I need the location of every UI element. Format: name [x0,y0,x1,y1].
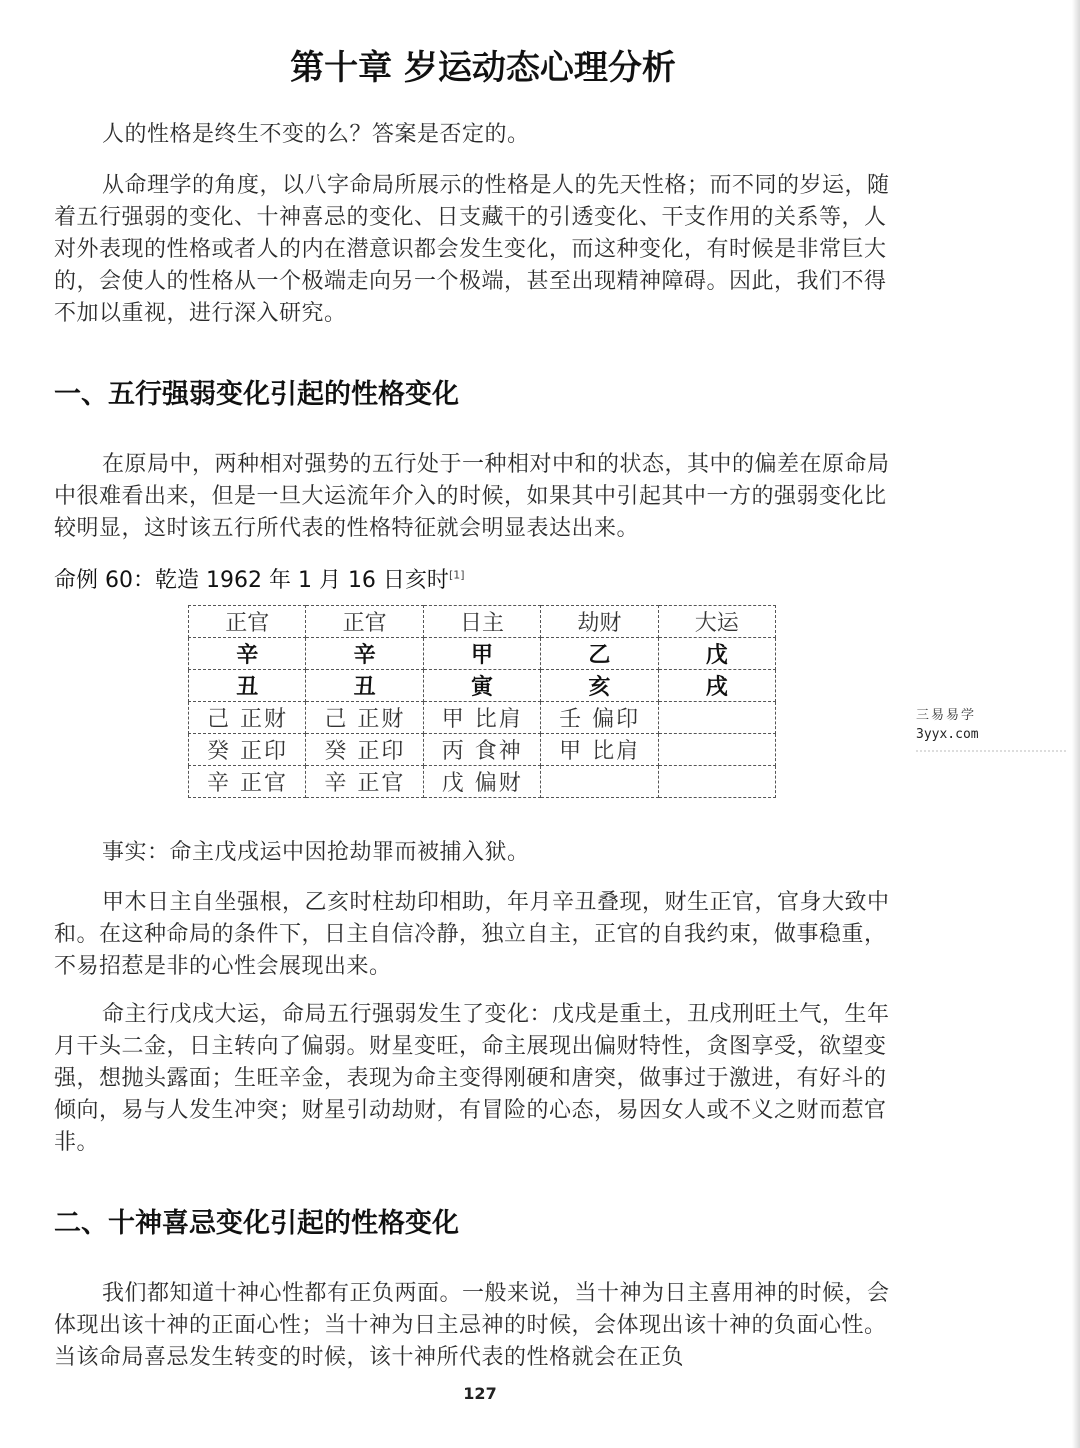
bazi-chart-table [188,605,776,798]
heavenly-stem-row [189,638,776,670]
table-cell: 癸 正印 [189,734,306,766]
section-2-title: 二、十神喜忌变化引起的性格变化 [54,1208,459,1239]
example-label [54,563,465,594]
table-cell: 甲 比肩 [541,734,658,766]
section-1-title: 一、五行强弱变化引起的性格变化 [54,379,459,410]
watermark-divider [916,750,1066,752]
table-cell: 辛 正官 [306,766,423,798]
intro-paragraph-1: 人的性格是终生不变的么？答案是否定的。 [102,122,530,147]
hidden-stem-row [189,766,776,798]
table-cell [541,766,658,798]
table-cell: 亥 [541,670,658,702]
ten-god-header-row [189,606,776,638]
table-cell: 日主 [423,606,540,638]
table-cell [658,766,775,798]
table-cell: 正官 [189,606,306,638]
section-1-paragraph-2: 甲木日主自坐强根，乙亥时柱劫印相助，年月辛丑叠现，财生正官，官身大致中和。在这种命局的条件下，日主自信冷静，独立自主，正官的自我约束，做事稳重，不易招惹是非的心性会展现出来。 [54,890,890,979]
section-2-paragraph-1: 我们都知道十神心性都有正负两面。一般来说，当十神为日主喜用神的时候，会体现出该十神的正面心性；当十神为日主忌神的时候，会体现出该十神的负面心性。当该命局喜忌发生转变的时候，该十神所代表的性格就会在正负 [54,1281,890,1370]
table-cell: 己 正财 [306,702,423,734]
table-cell [658,734,775,766]
hidden-stem-row [189,734,776,766]
table-cell: 丙 食神 [423,734,540,766]
table-cell: 辛 正官 [189,766,306,798]
table-cell: 戌 [658,670,775,702]
table-cell: 己 正财 [189,702,306,734]
table-cell: 戊 偏财 [423,766,540,798]
table-cell: 丑 [189,670,306,702]
table-cell: 甲 [423,638,540,670]
table-cell [658,702,775,734]
section-1-paragraph-1: 在原局中，两种相对强势的五行处于一种相对中和的状态，其中的偏差在原命局中很难看出来，但是一旦大运流年介入的时候，如果其中引起其中一方的强弱变化比较明显，这时该五行所代表的性格特征就会明显表达出来。 [54,452,890,541]
table-cell: 劫财 [541,606,658,638]
table-cell: 乙 [541,638,658,670]
table-cell: 甲 比肩 [423,702,540,734]
chapter-title: 第十章 岁运动态心理分析 [290,48,676,88]
table-cell: 戊 [658,638,775,670]
table-cell: 寅 [423,670,540,702]
table-cell: 辛 [189,638,306,670]
watermark-url: 3yyx.com [916,727,979,742]
table-cell: 丑 [306,670,423,702]
table-cell: 辛 [306,638,423,670]
hidden-stem-row [189,702,776,734]
page-number: 127 [463,1384,497,1403]
table-cell: 正官 [306,606,423,638]
page-edge-shadow [1072,0,1080,1448]
footnote-ref: [1] [448,568,465,582]
intro-paragraph-2: 从命理学的角度，以八字命局所展示的性格是人的先天性格；而不同的岁运，随着五行强弱的变化、十神喜忌的变化、日支藏干的引透变化、干支作用的关系等，人对外表现的性格或者人的内在潜意识都会发生变化，而这种变化，有时候是非常巨大的，会使人的性格从一个极端走向另一个极端，甚至出现精神障碍。因此，我们不得不加以重视，进行深入研究。 [54,173,890,326]
section-1-paragraph-3: 命主行戊戌大运，命局五行强弱发生了变化：戊戌是重土，丑戌刑旺土气，生年月干头二金，日主转向了偏弱。财星变旺，命主展现出偏财特性，贪图享受，欲望变强，想抛头露面；生旺辛金，表现为命主变得刚硬和唐突，做事过于激进，有好斗的倾向，易与人发生冲突；财星引动劫财，有冒险的心态，易因女人或不义之财而惹官非。 [54,1002,890,1155]
example-label-text: 命例 60：乾造 1962 年 1 月 16 日亥时 [54,568,449,593]
table-cell: 壬 偏印 [541,702,658,734]
table-cell: 大运 [658,606,775,638]
watermark [916,704,1066,752]
case-fact: 事实：命主戊戌运中因抢劫罪而被捕入狱。 [102,840,530,865]
watermark-name: 三易易学 [916,708,977,723]
table-cell: 癸 正印 [306,734,423,766]
earthly-branch-row [189,670,776,702]
